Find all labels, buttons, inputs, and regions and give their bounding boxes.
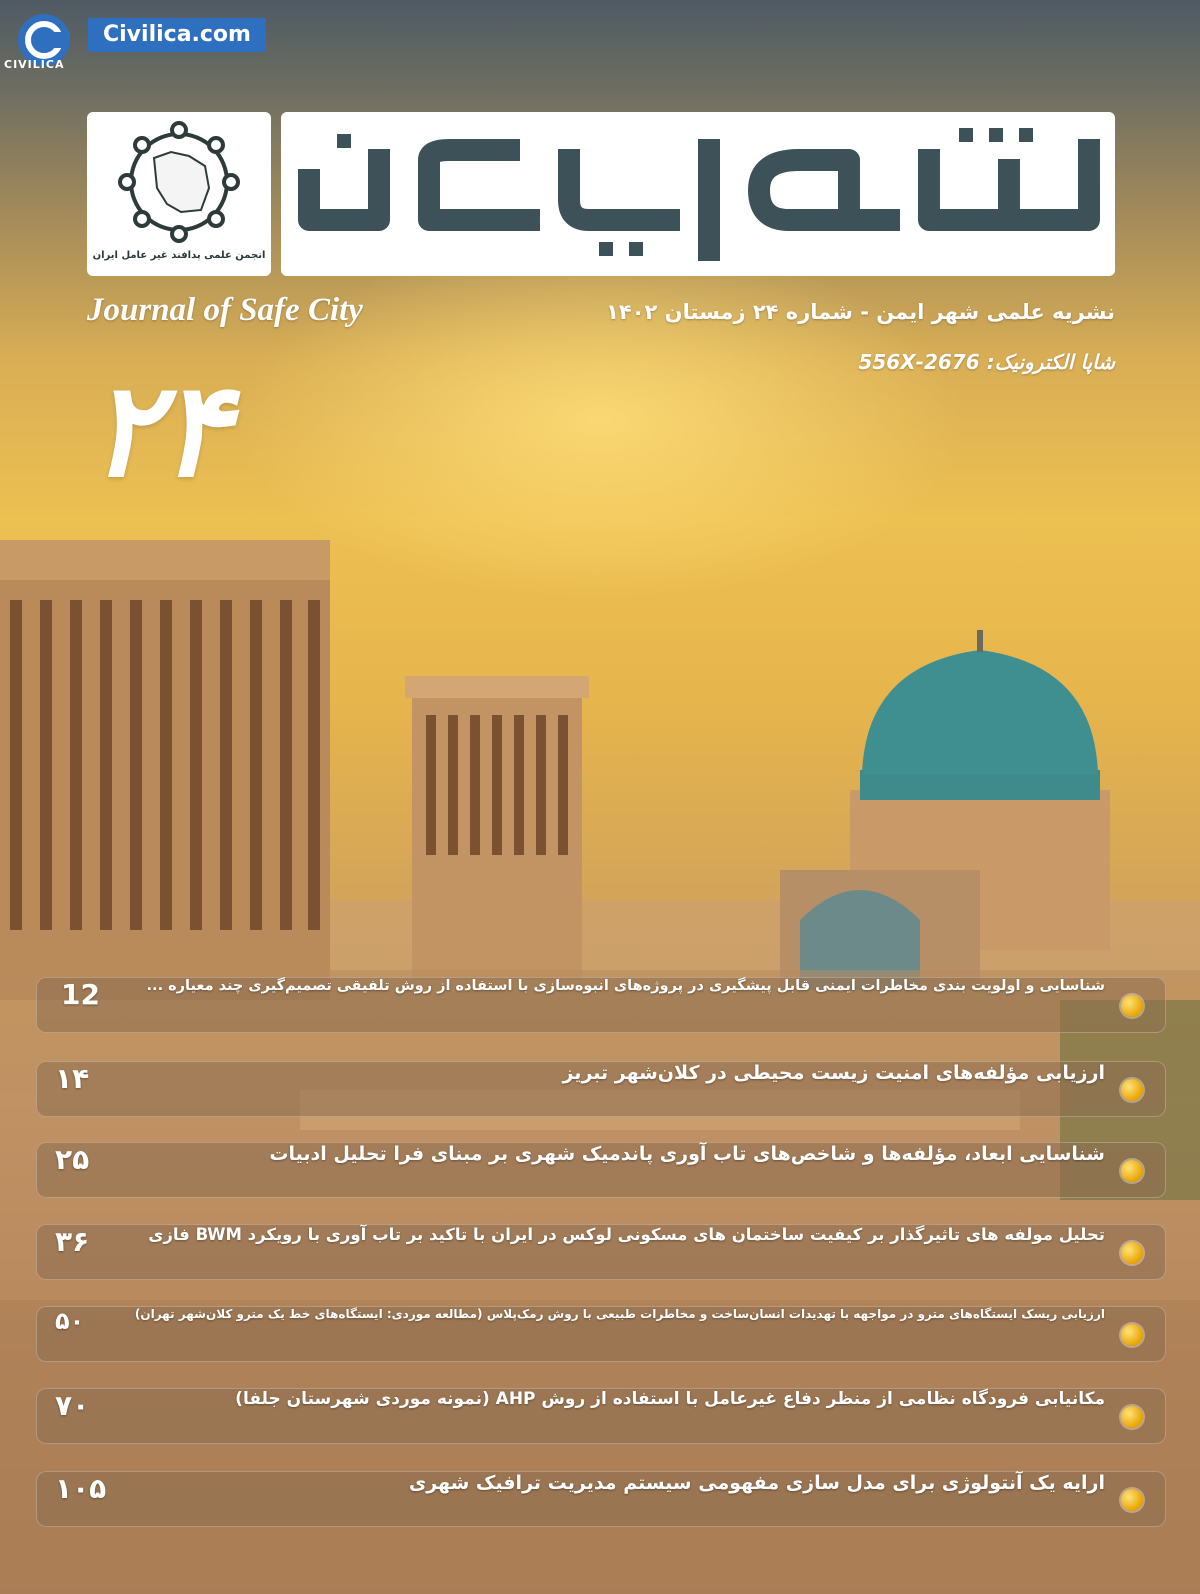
association-emblem-icon: [109, 118, 249, 248]
toc-item-title: مکانیابی فرودگاه نظامی از منظر دفاع غیرعامل با استفاده از روش AHP (نمونه موردی شهرستان جلفا): [235, 1389, 1105, 1409]
issue-number: ۲۴: [90, 354, 230, 506]
toc-item[interactable]: [36, 1388, 1166, 1444]
toc-item[interactable]: [36, 1224, 1166, 1280]
civilica-watermark[interactable]: Civilica.com: [88, 18, 266, 52]
toc-item[interactable]: [36, 1306, 1166, 1362]
toc-item-page: ۱۴: [55, 1062, 90, 1095]
bullet-icon: [1121, 1324, 1143, 1346]
journal-title-fa: [281, 112, 1115, 276]
association-logo: [87, 112, 271, 276]
toc-item-page: ۵۰: [55, 1307, 85, 1335]
toc-item[interactable]: [36, 1142, 1166, 1198]
toc-item-title: ارایه یک آنتولوژی برای مدل سازی مفهومی سیستم مدیریت ترافیک شهری: [408, 1472, 1105, 1494]
toc-item-title: تحلیل مولفه های تاثیرگذار بر کیفیت ساختمان های مسکونی لوکس در ایران با تاکید بر تاب آوری با رویکرد BWM فازی: [148, 1225, 1105, 1244]
toc-item-page: ۲۵: [55, 1143, 90, 1176]
toc-item-title: ارزیابی ریسک ایستگاه‌های مترو در مواجهه با تهدیدات انسان‌ساخت و مخاطرات طبیعی با روش رمک‌پلاس (مطالعه موردی: ایستگاه‌های خط یک مترو کلان‌شهر تهران): [134, 1307, 1105, 1321]
civilica-logo-text: CIVILICA: [4, 58, 65, 71]
toc-item-page: ۳۶: [55, 1225, 90, 1258]
journal-title-logotype-icon: [289, 120, 1107, 268]
publication-info: نشریه علمی شهر ایمن - شماره ۲۴ زمستان ۱۴۰۲: [606, 300, 1115, 324]
association-name: انجمن علمی پدافند غیر عامل ایران: [92, 250, 266, 261]
issn-info: شاپا الکترونیک: 2676-556X: [858, 350, 1115, 374]
toc-item-title: ارزیابی مؤلفه‌های امنیت زیست محیطی در کلان‌شهر تبریز: [562, 1062, 1105, 1084]
journal-title-en: Journal of Safe City: [87, 292, 363, 328]
bullet-icon: [1121, 995, 1143, 1017]
toc-item-page: ۱۰۵: [55, 1472, 107, 1505]
toc-item-page: ۷۰: [55, 1389, 90, 1422]
bullet-icon: [1121, 1079, 1143, 1101]
toc-item[interactable]: [36, 977, 1166, 1033]
toc-item[interactable]: [36, 1471, 1166, 1527]
bullet-icon: [1121, 1242, 1143, 1264]
bullet-icon: [1121, 1160, 1143, 1182]
toc-item-page: 12: [61, 978, 100, 1011]
toc-item-title: شناسایی و اولویت بندی مخاطرات ایمنی قابل پیشگیری در پروژه‌های انبوه‌سازی با استفاده از روش تلفیقی تصمیم‌گیری چند معیاره ...: [146, 978, 1105, 994]
toc-item[interactable]: [36, 1061, 1166, 1117]
toc-item-title: شناسایی ابعاد، مؤلفه‌ها و شاخص‌های تاب آوری پاندمیک شهری بر مبنای فرا تحلیل ادبیات: [269, 1143, 1105, 1165]
bullet-icon: [1121, 1489, 1143, 1511]
bullet-icon: [1121, 1406, 1143, 1428]
